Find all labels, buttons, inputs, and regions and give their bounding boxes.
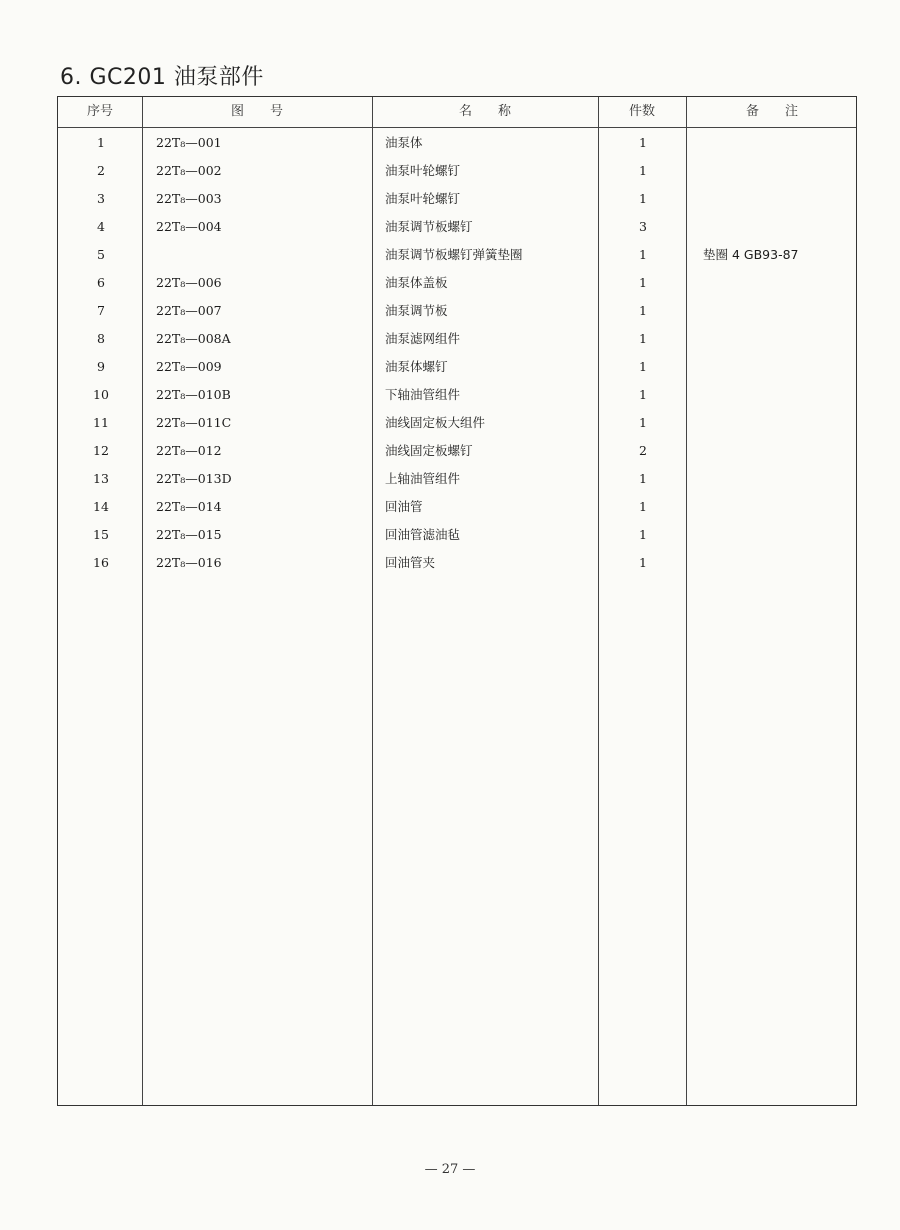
cell-name: 油泵体螺钉 xyxy=(385,359,448,374)
cell-drawing: 22T₈—010B xyxy=(156,387,231,402)
cell-qty: 1 xyxy=(639,471,647,486)
cell-name: 下轴油管组件 xyxy=(385,387,461,402)
page-number: — 27 — xyxy=(424,1162,476,1177)
cell-name: 油泵调节板螺钉弹簧垫圈 xyxy=(385,247,523,262)
cell-drawing: 22T₈—003 xyxy=(156,191,222,206)
table-row xyxy=(58,329,856,357)
cell-index: 15 xyxy=(93,527,109,542)
cell-drawing: 22T₈—004 xyxy=(156,219,222,234)
cell-qty: 1 xyxy=(639,275,647,290)
table-row xyxy=(58,273,856,301)
cell-name: 油泵体 xyxy=(385,135,423,150)
cell-qty: 1 xyxy=(639,191,647,206)
table-row xyxy=(58,525,856,553)
cell-qty: 1 xyxy=(639,331,647,346)
cell-index: 1 xyxy=(97,135,105,150)
header-drawing: 图 号 xyxy=(230,104,283,119)
cell-name: 回油管 xyxy=(385,499,423,514)
cell-qty: 1 xyxy=(639,555,647,570)
cell-name: 油泵滤网组件 xyxy=(385,331,461,346)
cell-qty: 1 xyxy=(639,499,647,514)
cell-name: 油泵叶轮螺钉 xyxy=(385,163,461,178)
cell-index: 16 xyxy=(93,555,109,570)
table-row xyxy=(58,217,856,245)
cell-index: 8 xyxy=(97,331,105,346)
cell-name: 上轴油管组件 xyxy=(385,471,461,486)
table-row xyxy=(58,553,856,581)
cell-qty: 3 xyxy=(639,219,647,234)
cell-qty: 1 xyxy=(639,527,647,542)
cell-index: 11 xyxy=(93,415,109,430)
cell-index: 9 xyxy=(97,359,105,374)
cell-index: 5 xyxy=(97,247,105,262)
table-row xyxy=(58,469,856,497)
table-row xyxy=(58,133,856,161)
cell-note: 垫圈 4 GB93-87 xyxy=(703,247,799,262)
cell-name: 油泵叶轮螺钉 xyxy=(385,191,461,206)
table-row xyxy=(58,441,856,469)
cell-name: 回油管夹 xyxy=(385,555,436,570)
cell-index: 14 xyxy=(93,499,109,514)
cell-index: 12 xyxy=(93,443,109,458)
table-row xyxy=(58,245,856,273)
cell-drawing: 22T₈—015 xyxy=(156,527,222,542)
cell-index: 10 xyxy=(93,387,109,402)
cell-name: 油线固定板大组件 xyxy=(385,415,486,430)
cell-qty: 1 xyxy=(639,303,647,318)
cell-qty: 1 xyxy=(639,359,647,374)
cell-index: 4 xyxy=(97,219,105,234)
cell-index: 7 xyxy=(97,303,105,318)
table-row xyxy=(58,189,856,217)
table-row xyxy=(58,497,856,525)
cell-drawing: 22T₈—016 xyxy=(156,555,222,570)
cell-index: 3 xyxy=(97,191,105,206)
cell-qty: 2 xyxy=(639,443,647,458)
header-divider xyxy=(58,127,856,128)
cell-drawing: 22T₈—012 xyxy=(156,443,222,458)
cell-drawing: 22T₈—009 xyxy=(156,359,222,374)
cell-index: 6 xyxy=(97,275,105,290)
cell-name: 油泵体盖板 xyxy=(385,275,448,290)
cell-name: 油线固定板螺钉 xyxy=(385,443,473,458)
cell-name: 油泵调节板 xyxy=(385,303,448,318)
parts-table xyxy=(57,96,857,1106)
cell-qty: 1 xyxy=(639,135,647,150)
cell-qty: 1 xyxy=(639,415,647,430)
header-name: 名 称 xyxy=(458,104,511,119)
cell-drawing: 22T₈—008A xyxy=(156,331,231,346)
table-row xyxy=(58,357,856,385)
header-note: 备 注 xyxy=(745,104,798,119)
cell-drawing: 22T₈—011C xyxy=(156,415,232,430)
table-row xyxy=(58,413,856,441)
cell-drawing: 22T₈—002 xyxy=(156,163,222,178)
cell-drawing: 22T₈—001 xyxy=(156,135,222,150)
cell-name: 油泵调节板螺钉 xyxy=(385,219,473,234)
cell-name: 回油管滤油毡 xyxy=(385,527,461,542)
table-row xyxy=(58,385,856,413)
cell-index: 13 xyxy=(93,471,109,486)
cell-drawing: 22T₈—013D xyxy=(156,471,232,486)
page-title: 6. GC201 油泵部件 xyxy=(60,65,264,90)
header-index: 序号 xyxy=(86,104,113,119)
cell-index: 2 xyxy=(97,163,105,178)
header-qty: 件数 xyxy=(628,104,655,119)
cell-qty: 1 xyxy=(639,387,647,402)
table-row xyxy=(58,301,856,329)
table-row xyxy=(58,161,856,189)
cell-drawing: 22T₈—014 xyxy=(156,499,222,514)
cell-qty: 1 xyxy=(639,247,647,262)
cell-drawing: 22T₈—006 xyxy=(156,275,222,290)
cell-qty: 1 xyxy=(639,163,647,178)
cell-drawing: 22T₈—007 xyxy=(156,303,222,318)
